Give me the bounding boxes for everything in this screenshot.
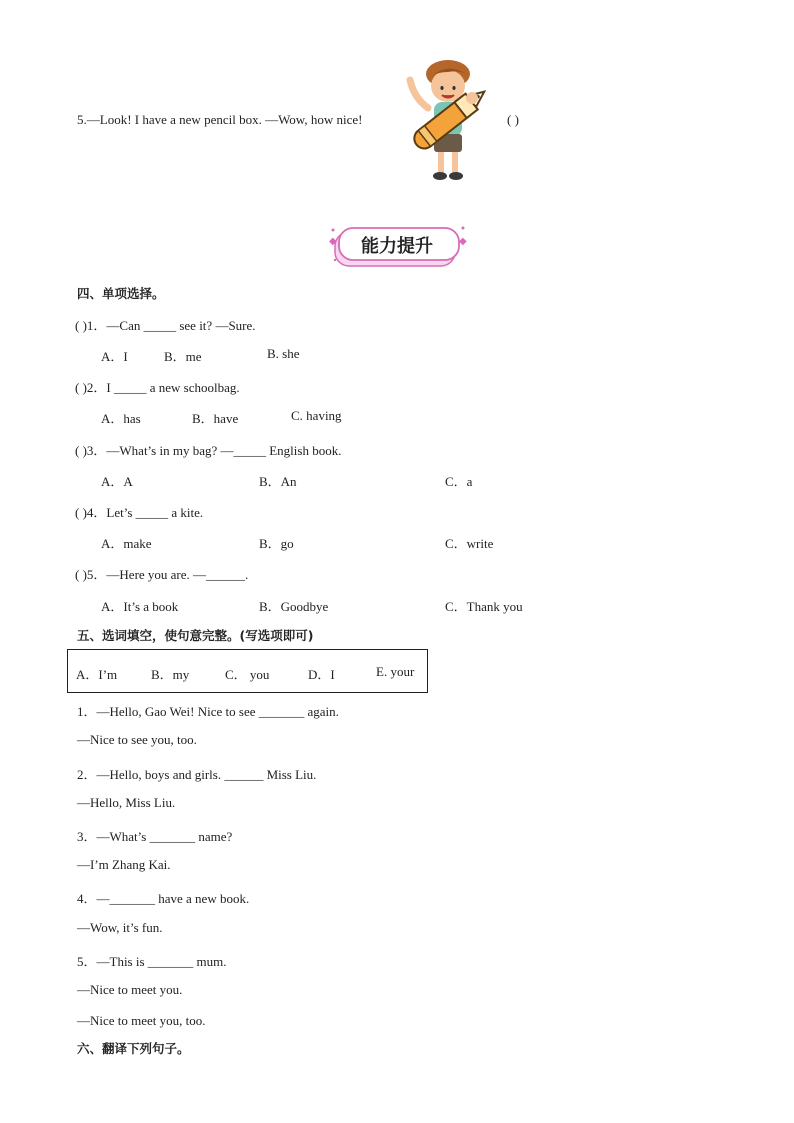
svg-text:◆: ◆ bbox=[329, 236, 337, 247]
top-item-answer-paren: ( ) bbox=[507, 112, 519, 127]
banner-title: 能力提升 bbox=[361, 236, 433, 257]
q5-option-c: C．Thank you bbox=[445, 599, 523, 614]
q4-option-c: C．write bbox=[445, 536, 494, 551]
word-box-option-c: C． you bbox=[225, 667, 270, 682]
section5-heading: 五、选词填空，使句意完整。(写选项即可) bbox=[77, 628, 314, 643]
s5-line-11: —Nice to meet you, too. bbox=[77, 1013, 206, 1028]
s5-line-5: 3．—What’s _______ name? bbox=[77, 829, 233, 844]
q3-option-a: A．A bbox=[101, 474, 133, 489]
q5-option-b: B．Goodbye bbox=[259, 599, 329, 614]
s5-line-1: 1．—Hello, Gao Wei! Nice to see _______ again. bbox=[77, 704, 339, 719]
q1-option-c: B. she bbox=[267, 346, 300, 361]
q4-option-b: B．go bbox=[259, 536, 294, 551]
top-item-text: 5.—Look! I have a new pencil box. —Wow, how nice! bbox=[77, 112, 363, 127]
q5-option-a: A．It’s a book bbox=[101, 599, 179, 614]
word-box-option-e: E. your bbox=[376, 664, 415, 679]
q3-option-c: C．a bbox=[445, 474, 473, 489]
q2-stem: ( )2．I _____ a new schoolbag. bbox=[75, 380, 240, 395]
q1-stem: ( )1．—Can _____ see it? —Sure. bbox=[75, 318, 256, 333]
q3-option-b: B．An bbox=[259, 474, 297, 489]
q4-option-a: A．make bbox=[101, 536, 152, 551]
q2-option-b: B．have bbox=[192, 411, 239, 426]
s5-line-7: 4．—_______ have a new book. bbox=[77, 891, 250, 906]
q3-stem: ( )3．—What’s in my bag? —_____ English book. bbox=[75, 443, 342, 458]
word-box-option-b: B．my bbox=[151, 667, 190, 682]
word-box-option-d: D．I bbox=[308, 667, 335, 682]
s5-line-2: —Nice to see you, too. bbox=[77, 732, 197, 747]
s5-line-8: —Wow, it’s fun. bbox=[77, 920, 163, 935]
q1-option-b: B．me bbox=[164, 349, 202, 364]
q1-option-a: A．I bbox=[101, 349, 128, 364]
q4-stem: ( )4．Let’s _____ a kite. bbox=[75, 505, 204, 520]
s5-line-6: —I’m Zhang Kai. bbox=[77, 857, 171, 872]
q2-option-a: A．has bbox=[101, 411, 141, 426]
s5-line-9: 5．—This is _______ mum. bbox=[77, 954, 227, 969]
svg-text:◆: ◆ bbox=[459, 236, 467, 247]
q5-stem: ( )5．—Here you are. —______. bbox=[75, 567, 249, 582]
s5-line-3: 2．—Hello, boys and girls. ______ Miss Liu. bbox=[77, 767, 317, 782]
s5-line-10: —Nice to meet you. bbox=[77, 982, 183, 997]
s5-line-4: —Hello, Miss Liu. bbox=[77, 795, 176, 810]
boy-with-pen-illustration bbox=[398, 58, 502, 182]
section4-heading: 四、单项选择。 bbox=[77, 286, 165, 301]
q2-option-c: C. having bbox=[291, 408, 342, 423]
word-box-option-a: A．I’m bbox=[76, 667, 118, 682]
section6-heading: 六、翻译下列句子。 bbox=[77, 1041, 190, 1056]
